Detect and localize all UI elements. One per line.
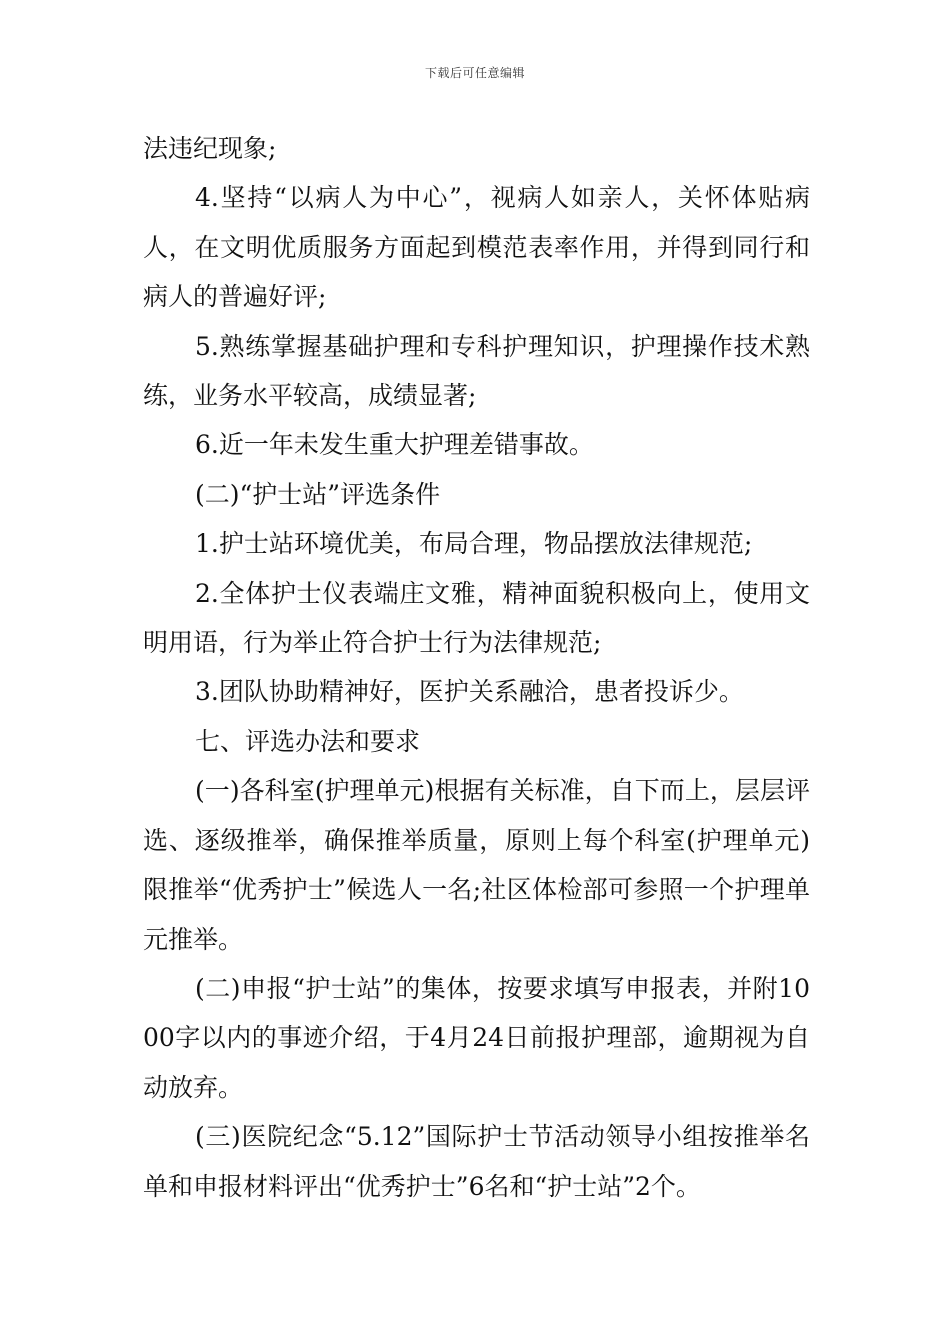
paragraph-10: (一)各科室(护理单元)根据有关标准，自下而上，层层评选、逐级推举，确保推举质量，原则上每个科室(护理单元)限推举“优秀护士”候选人一名;社区体检部可参照一个护理单元推举。 — [143, 776, 810, 954]
section-heading-methods: 七、评选办法和要求 — [195, 726, 421, 756]
paragraph-1: 法违纪现象; — [143, 134, 277, 163]
paragraph-11: (二)申报“护士站”的集体，按要求填写申报表，并附1000字以内的事迹介绍，于4月24日前报护理部，逾期视为自动放弃。 — [143, 973, 810, 1102]
paragraph-3: 5.熟练掌握基础护理和专科护理知识，护理操作技术熟练，业务水平较高，成绩显著; — [143, 331, 810, 411]
paragraph-8: 3.团队协助精神好，医护关系融洽，患者投诉少。 — [195, 677, 744, 707]
paragraph-7: 2.全体护士仪表端庄文雅，精神面貌积极向上，使用文明用语，行为举止符合护士行为法律规范; — [143, 578, 810, 658]
paragraph-4: 6.近一年未发生重大护理差错事故。 — [195, 430, 594, 460]
paragraph-6: 1.护士站环境优美，布局合理，物品摆放法律规范; — [195, 529, 753, 559]
page-header: 下载后可任意编辑 — [424, 66, 525, 80]
section-heading-nurse-station: (二)“护士站”评选条件 — [195, 479, 441, 509]
paragraph-2: 4.坚持“以病人为中心”，视病人如亲人，关怀体贴病人，在文明优质服务方面起到模范表率作用，并得到同行和病人的普遍好评; — [143, 183, 810, 312]
document-body — [143, 124, 810, 1211]
paragraph-12: (三)医院纪念“5.12”国际护士节活动领导小组按推举名单和申报材料评出“优秀护士”6名和“护士站”2个。 — [143, 1122, 810, 1201]
